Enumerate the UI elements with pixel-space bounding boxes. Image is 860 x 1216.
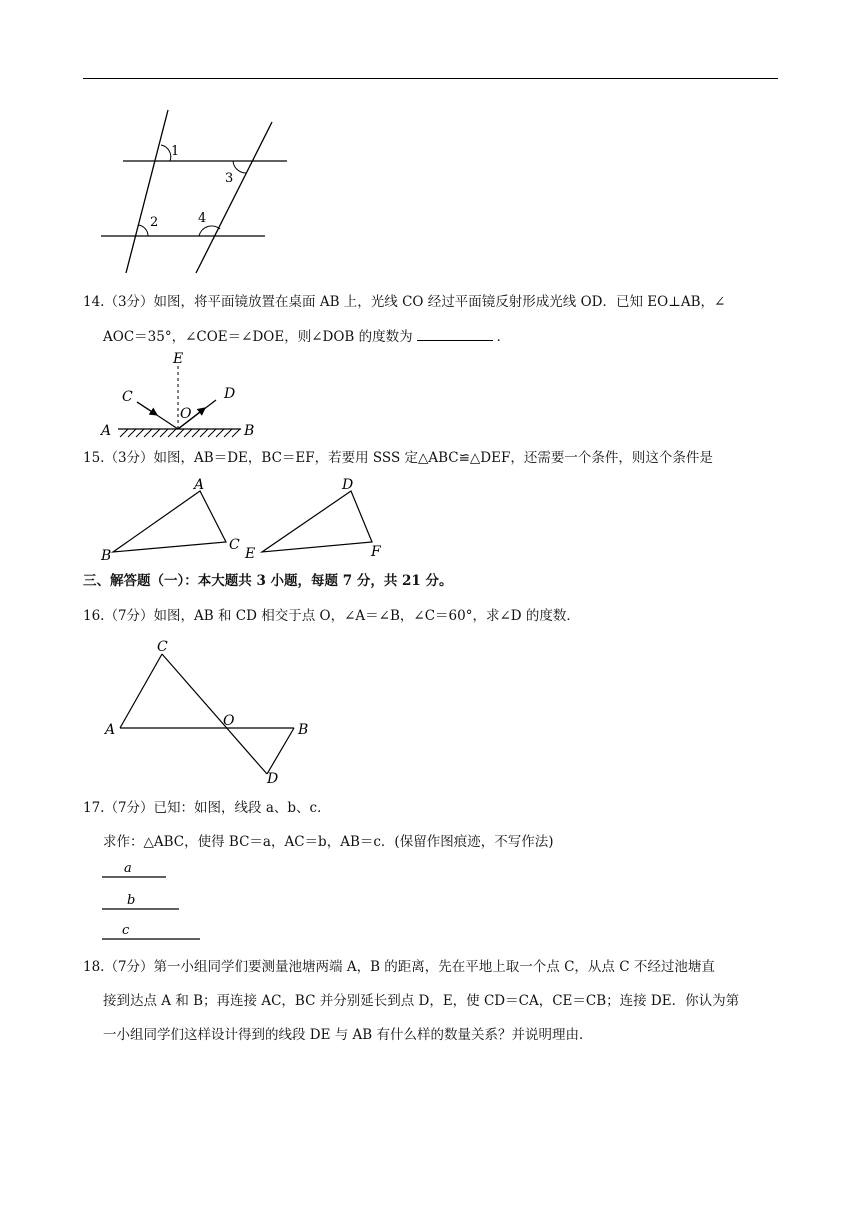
q14-line-2-end: ． <box>496 329 511 345</box>
q14-incident-arrow <box>137 402 157 415</box>
q13-label-2: 2 <box>150 215 159 230</box>
q16-label-O: O <box>223 713 235 729</box>
q14-line-2 <box>103 326 510 347</box>
header-rule <box>83 78 778 79</box>
q17-label-b: b <box>127 893 136 908</box>
q14-label-C: C <box>122 389 133 405</box>
section-3-heading: 三、解答题（一）：本大题共 3 小题，每题 7 分，共 21 分。 <box>83 573 453 589</box>
q16-label-C: C <box>157 639 168 655</box>
q16-label-A: A <box>105 722 116 738</box>
q17-line-1: 17.（7分）已知：如图，线段 a、b、c． <box>83 800 331 816</box>
q14-figure <box>98 348 268 440</box>
q14-answer-blank[interactable] <box>417 326 493 341</box>
q15-label-C: C <box>229 537 240 553</box>
q13-left-transversal <box>126 110 168 273</box>
q15-label-A: A <box>194 477 205 493</box>
q13-figure <box>95 105 295 277</box>
q14-label-B: B <box>244 423 255 439</box>
q14-mirror-hatch <box>120 429 240 437</box>
q14-line-2-text: AOC＝35°，∠COE＝∠DOE，则∠DOB 的度数为 <box>103 329 413 345</box>
q15-label-D: D <box>342 477 354 493</box>
q16-segment-CD <box>162 654 267 774</box>
q16-label-D: D <box>267 771 279 786</box>
q14-label-O: O <box>180 406 192 422</box>
q13-label-3: 3 <box>225 171 234 186</box>
q15-label-B: B <box>101 548 112 564</box>
q16-segment-BD <box>267 728 294 774</box>
q17-figure <box>98 856 208 946</box>
q14-label-A: A <box>101 423 112 439</box>
q13-label-4: 4 <box>198 211 207 226</box>
q18-line-3: 一小组同学们这样设计得到的线段 DE 与 AB 有什么样的数量关系？并说明理由． <box>103 1027 593 1043</box>
q17-label-c: c <box>122 923 130 938</box>
q13-right-transversal <box>196 122 272 273</box>
q15-label-E: E <box>245 546 256 562</box>
q14-label-D: D <box>224 386 236 402</box>
q14-label-E: E <box>173 351 184 367</box>
q15-figure <box>98 474 390 566</box>
q18-line-1: 18.（7分）第一小组同学们要测量池塘两端 A，B 的距离，先在平地上取一个点 C，从点 C 不经过池塘直 <box>83 959 715 975</box>
q15-triangle-def <box>262 491 372 552</box>
q15-label-F: F <box>371 544 381 560</box>
q15-triangle-abc <box>113 491 226 552</box>
q16-segment-CA <box>120 654 162 728</box>
q14-line-1: 14.（3分）如图，将平面镜放置在桌面 AB 上，光线 CO 经过平面镜反射形成光线 OD．已知 EO⊥AB，∠ <box>83 294 726 310</box>
q16-line-1: 16.（7分）如图，AB 和 CD 相交于点 O，∠A＝∠B，∠C＝60°，求∠D 的度数． <box>83 608 580 624</box>
q16-figure <box>98 636 328 786</box>
q16-label-B: B <box>298 722 309 738</box>
q17-line-2: 求作：△ABC，使得 BC＝a，AC＝b，AB＝c．(保留作图痕迹，不写作法) <box>103 834 554 850</box>
q15-line-1: 15.（3分）如图，AB＝DE，BC＝EF，若要用 SSS 定△ABC≌△DEF，还需要一个条件，则这个条件是 <box>83 450 713 466</box>
q18-line-2: 接到达点 A 和 B；再连接 AC，BC 并分别延长到点 D，E，使 CD＝CA，CE＝CB；连接 DE．你认为第 <box>103 993 740 1009</box>
q13-label-1: 1 <box>171 144 180 159</box>
q17-label-a: a <box>124 861 132 876</box>
